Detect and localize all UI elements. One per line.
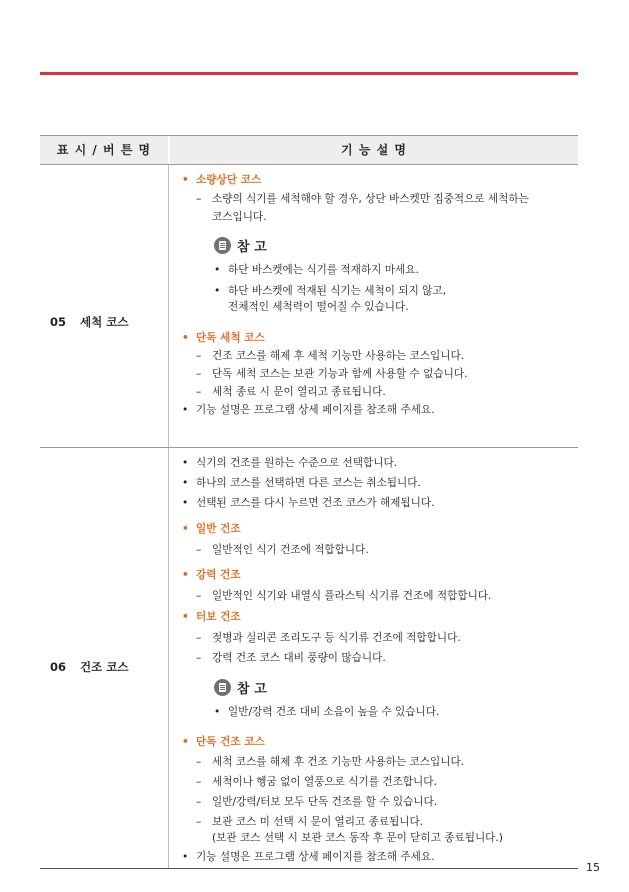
- header-name: 표 시 / 버 튼 명: [56, 143, 152, 157]
- bullet: •: [182, 569, 189, 581]
- list-item: [182, 815, 570, 830]
- item-text: 일반/강력 건조 대비 소음이 높을 수 있습니다.: [228, 706, 440, 718]
- dash: –: [196, 350, 202, 362]
- item-text: 하단 바스켓에는 식기를 적재하지 마세요.: [228, 264, 419, 276]
- dash: –: [196, 544, 202, 556]
- item-text: 세척 코스를 해제 후 건조 기능만 사용하는 코스입니다.: [212, 756, 465, 768]
- item-text: 하나의 코스를 선택하면 다른 코스는 취소됩니다.: [196, 477, 421, 489]
- item-text: 건조 코스를 해제 후 세척 기능만 사용하는 코스입니다.: [212, 350, 465, 362]
- list-item: [182, 775, 570, 790]
- section-title-text: 강력 건조: [196, 569, 241, 581]
- list-item-cont: (보관 코스 선택 시 보관 코스 동작 후 문이 닫히고 종료됩니다.): [212, 832, 503, 844]
- row-number: 06: [50, 660, 67, 674]
- list-item: [182, 795, 570, 810]
- item-text: 젖병과 실리콘 조리도구 등 식기류 건조에 적합합니다.: [212, 632, 461, 644]
- list-item: [182, 543, 570, 558]
- note-item-cont: 전체적인 세척력이 떨어질 수 있습니다.: [228, 301, 409, 313]
- section-title-text: 단독 세척 코스: [196, 332, 265, 344]
- feature-table: [40, 135, 578, 868]
- bullet: •: [214, 285, 221, 297]
- bullet: •: [182, 851, 189, 863]
- bottom-rule: [40, 868, 578, 869]
- section-title: [182, 735, 570, 750]
- table-header: [40, 135, 578, 164]
- bullet: •: [214, 264, 221, 276]
- dash: –: [196, 632, 202, 644]
- list-item: [182, 192, 570, 207]
- dash: –: [196, 193, 202, 205]
- note-item: [182, 263, 570, 278]
- section-title: [182, 331, 570, 346]
- bullet: •: [182, 736, 189, 748]
- note-item: [182, 705, 570, 720]
- table-row-06: [40, 447, 578, 868]
- row-label-06: [40, 659, 168, 675]
- note-icon: [214, 679, 231, 696]
- row-number: 05: [50, 315, 67, 329]
- dash: –: [196, 776, 202, 788]
- bullet: •: [182, 477, 189, 489]
- section-title: [182, 610, 570, 625]
- list-item: [182, 476, 570, 491]
- bullet: •: [182, 611, 189, 623]
- list-item: [182, 589, 570, 604]
- section-title-text: 소량상단 코스: [196, 174, 262, 186]
- note-heading: [182, 234, 570, 256]
- row-body-05: [168, 165, 578, 418]
- section-title: [182, 568, 570, 583]
- bullet: •: [182, 332, 189, 344]
- dash: –: [196, 796, 202, 808]
- list-item: [182, 367, 570, 382]
- section-title-text: 일반 건조: [196, 523, 241, 535]
- row-label-05: [40, 314, 168, 330]
- item-text: 기능 설명은 프로그램 상세 페이지를 참조해 주세요.: [196, 851, 435, 863]
- item-text: 세척 종료 시 문이 열리고 종료됩니다.: [212, 386, 386, 398]
- list-item: [182, 403, 570, 418]
- note-label: 참 고: [237, 681, 267, 697]
- list-item: [182, 456, 570, 471]
- dash: –: [196, 756, 202, 768]
- row-name: 세척 코스: [80, 315, 129, 329]
- item-text: 하단 바스켓에 적재된 식기는 세척이 되지 않고,: [228, 285, 447, 297]
- column-divider: [168, 448, 169, 868]
- list-item: [182, 631, 570, 646]
- section-title: [182, 173, 570, 188]
- bullet: •: [182, 404, 189, 416]
- item-text: 일반/강력/터보 모두 단독 건조를 할 수 있습니다.: [212, 796, 438, 808]
- row-name: 건조 코스: [80, 660, 129, 674]
- table-row-05: [40, 164, 578, 447]
- section-title-text: 터보 건조: [196, 611, 241, 623]
- section-title: [182, 522, 570, 537]
- page-number: 15: [586, 861, 600, 874]
- column-divider: [168, 165, 169, 447]
- bullet: •: [182, 523, 189, 535]
- note-label: 참 고: [237, 239, 267, 255]
- dash: –: [196, 816, 202, 828]
- bullet: •: [214, 706, 221, 718]
- dash: –: [196, 590, 202, 602]
- item-text: 선택된 코스를 다시 누르면 건조 코스가 해제됩니다.: [196, 497, 435, 509]
- bullet: •: [182, 174, 189, 186]
- item-text: 단독 세척 코스는 보관 기능과 함께 사용할 수 없습니다.: [212, 368, 468, 380]
- item-text: 식기의 건조를 원하는 수준으로 선택합니다.: [196, 457, 398, 469]
- item-text: 소량의 식기를 세척해야 할 경우, 상단 바스켓만 집중적으로 세척하는: [212, 193, 529, 205]
- list-item: [182, 651, 570, 666]
- list-item: [182, 349, 570, 364]
- list-item: [182, 496, 570, 511]
- list-item-cont: 코스입니다.: [212, 211, 267, 223]
- section-title-text: 단독 건조 코스: [196, 736, 265, 748]
- note-heading: [182, 676, 570, 698]
- bullet: •: [182, 497, 189, 509]
- header-desc: 기 능 설 명: [168, 136, 578, 164]
- item-text: 일반적인 식기와 내열식 플라스틱 식기류 건조에 적합합니다.: [212, 590, 492, 602]
- dash: –: [196, 386, 202, 398]
- item-text: 강력 건조 코스 대비 풍량이 많습니다.: [212, 652, 386, 664]
- dash: –: [196, 652, 202, 664]
- top-accent-rule: [40, 72, 578, 75]
- note-icon: [214, 237, 231, 254]
- list-item: [182, 385, 570, 400]
- row-body-06: [168, 448, 578, 865]
- bullet: •: [182, 457, 189, 469]
- item-text: 세척이나 헹굼 없이 열풍으로 식기를 건조합니다.: [212, 776, 437, 788]
- note-item: [182, 284, 570, 299]
- list-item: [182, 850, 570, 865]
- list-item: [182, 755, 570, 770]
- item-text: 보관 코스 미 선택 시 문이 열리고 종료됩니다.: [212, 816, 424, 828]
- item-text: 일반적인 식기 건조에 적합합니다.: [212, 544, 369, 556]
- dash: –: [196, 368, 202, 380]
- item-text: 기능 설명은 프로그램 상세 페이지를 참조해 주세요.: [196, 404, 435, 416]
